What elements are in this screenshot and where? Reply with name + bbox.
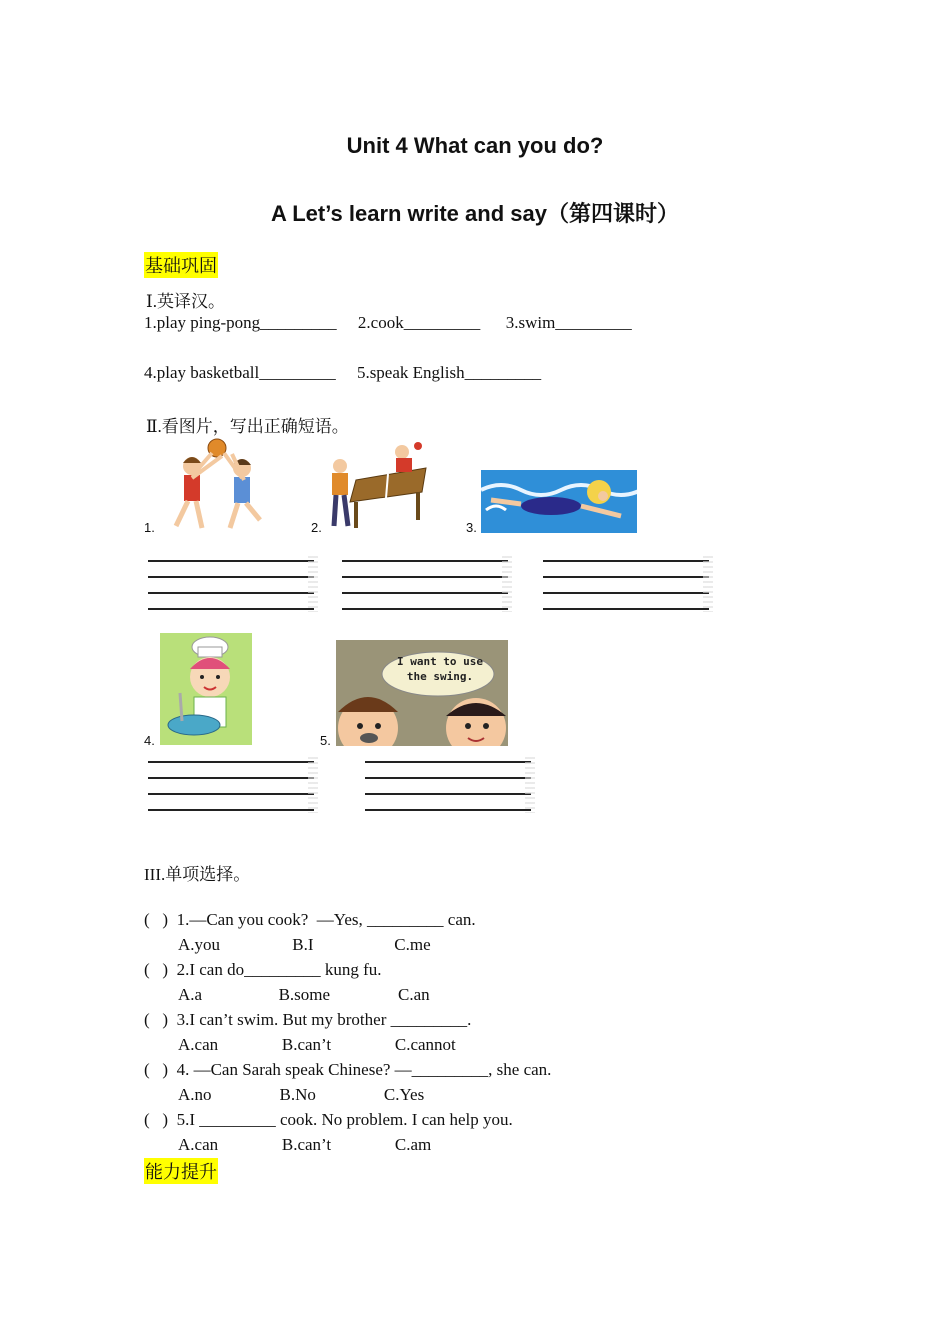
speaking-picture	[336, 640, 508, 746]
writing-lines-3[interactable]	[543, 560, 709, 624]
page-title: Unit 4 What can you do?	[346, 133, 604, 158]
page-subtitle: A Let’s learn write and say（第四课时）	[271, 201, 679, 226]
part2-heading: Ⅱ.看图片，写出正确短语。	[146, 417, 349, 436]
question-1-options: A.you B.I C.me	[178, 935, 431, 954]
section-basic-label: 基础巩固	[144, 252, 218, 278]
cooking-picture	[160, 633, 252, 745]
writing-lines-5[interactable]	[365, 761, 531, 825]
speech-bubble-text: I want to use the swing.	[396, 655, 484, 683]
basketball-picture	[162, 438, 274, 534]
pic-label-1: 1.	[144, 520, 155, 535]
part1-row1: 1.play ping-pong_________ 2.cook_________ 3.swim_________	[144, 313, 632, 332]
question-2-options: A.a B.some C.an	[178, 985, 430, 1004]
question-3-options: A.can B.can’t C.cannot	[178, 1035, 456, 1054]
ping-pong-picture	[326, 440, 428, 532]
question-5-options: A.can B.can’t C.am	[178, 1135, 432, 1154]
question-1: ( ) 1.—Can you cook? —Yes, _________ can.	[144, 910, 476, 929]
part1-row2: 4.play basketball_________ 5.speak English_________	[144, 363, 542, 382]
part3-heading: III.单项选择。	[144, 865, 251, 884]
question-3: ( ) 3.I can’t swim. But my brother _________.	[144, 1010, 472, 1029]
pic-label-2: 2.	[311, 520, 322, 535]
writing-lines-4[interactable]	[148, 761, 314, 825]
swimming-picture	[481, 470, 637, 533]
question-5: ( ) 5.I _________ cook. No problem. I can help you.	[144, 1110, 513, 1129]
question-4: ( ) 4. —Can Sarah speak Chinese? —_________, she can.	[144, 1060, 552, 1079]
question-2: ( ) 2.I can do_________ kung fu.	[144, 960, 382, 979]
pic-label-3: 3.	[466, 520, 477, 535]
pic-label-5: 5.	[320, 733, 331, 748]
writing-lines-2[interactable]	[342, 560, 508, 624]
question-4-options: A.no B.No C.Yes	[178, 1085, 425, 1104]
pic-label-4: 4.	[144, 733, 155, 748]
part1-heading: Ⅰ.英译汉。	[146, 292, 225, 311]
section-advanced-label: 能力提升	[144, 1158, 218, 1184]
writing-lines-1[interactable]	[148, 560, 314, 624]
